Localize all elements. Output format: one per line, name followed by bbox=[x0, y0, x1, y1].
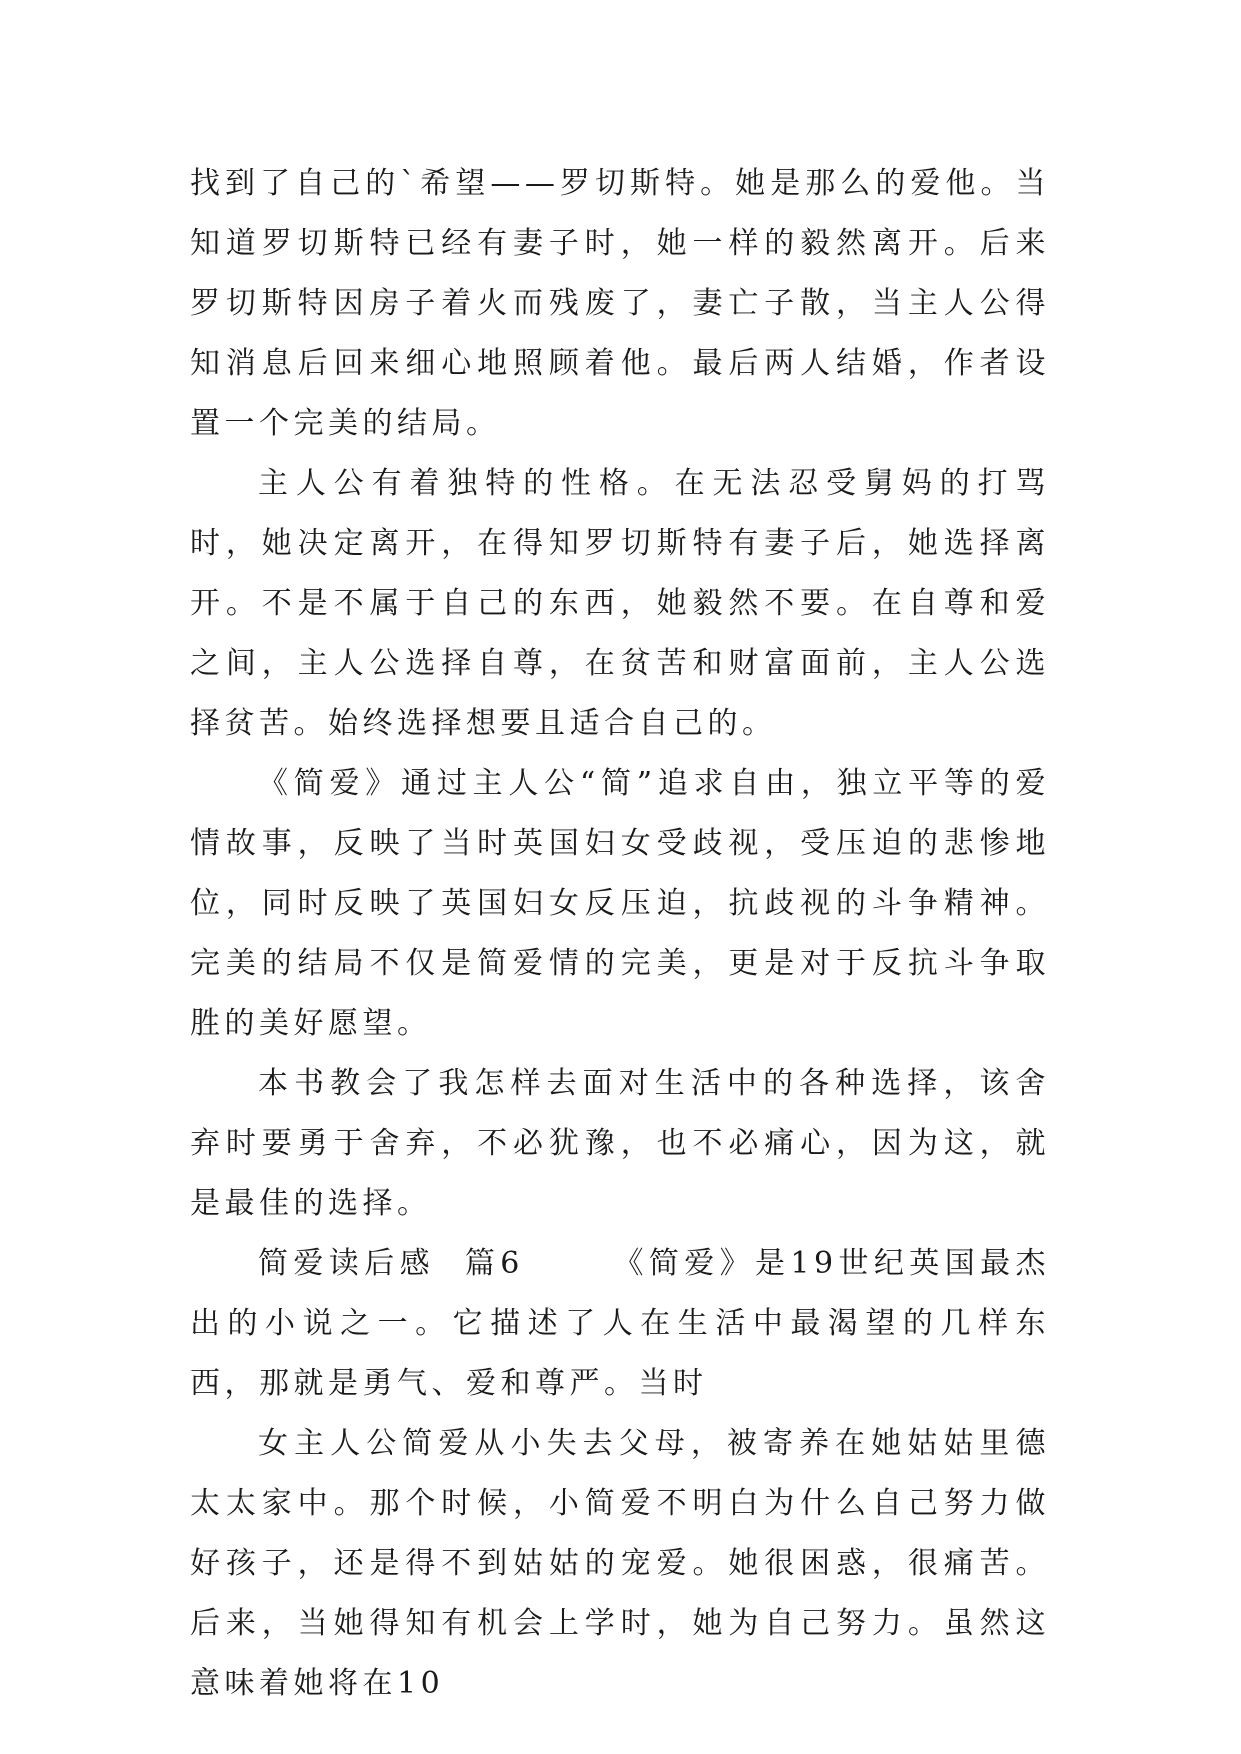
paragraph-4: 本书教会了我怎样去面对生活中的各种选择，该舍弃时要勇于舍弃，不必犹豫，也不必痛心，因为这，就是最佳的选择。 bbox=[190, 1066, 1050, 1221]
paragraph-3: 《简爱》通过主人公“简”追求自由，独立平等的爱情故事，反映了当时英国妇女受歧视，受压迫的悲惨地位，同时反映了英国妇女反压迫，抗歧视的斗争精神。完美的结局不仅是简爱情的完美，更是对于反抗斗争取胜的美好愿望。 bbox=[190, 766, 1050, 1041]
document-body bbox=[190, 154, 1050, 1714]
paragraph-2: 主人公有着独特的性格。在无法忍受舅妈的打骂时，她决定离开，在得知罗切斯特有妻子后，她选择离开。不是不属于自己的东西，她毅然不要。在自尊和爱之间，主人公选择自尊，在贫苦和财富面前，主人公选择贫苦。始终选择想要且适合自己的。 bbox=[190, 466, 1050, 741]
paragraph-6: 女主人公简爱从小失去父母，被寄养在她姑姑里德太太家中。那个时候，小简爱不明白为什么自己努力做好孩子，还是得不到姑姑的宠爱。她很困惑，很痛苦。后来，当她得知有机会上学时，她为自己努力。虽然这意味着她将在10 bbox=[190, 1426, 1050, 1701]
paragraph-5-section-heading: 简爱读后感 篇6 《简爱》是19世纪英国最杰出的小说之一。它描述了人在生活中最渴望的几样东西，那就是勇气、爱和尊严。当时 bbox=[190, 1246, 1050, 1401]
paragraph-1: 找到了自己的`希望——罗切斯特。她是那么的爱他。当知道罗切斯特已经有妻子时，她一样的毅然离开。后来罗切斯特因房子着火而残废了，妻亡子散，当主人公得知消息后回来细心地照顾着他。最后两人结婚，作者设置一个完美的结局。 bbox=[190, 166, 1050, 441]
